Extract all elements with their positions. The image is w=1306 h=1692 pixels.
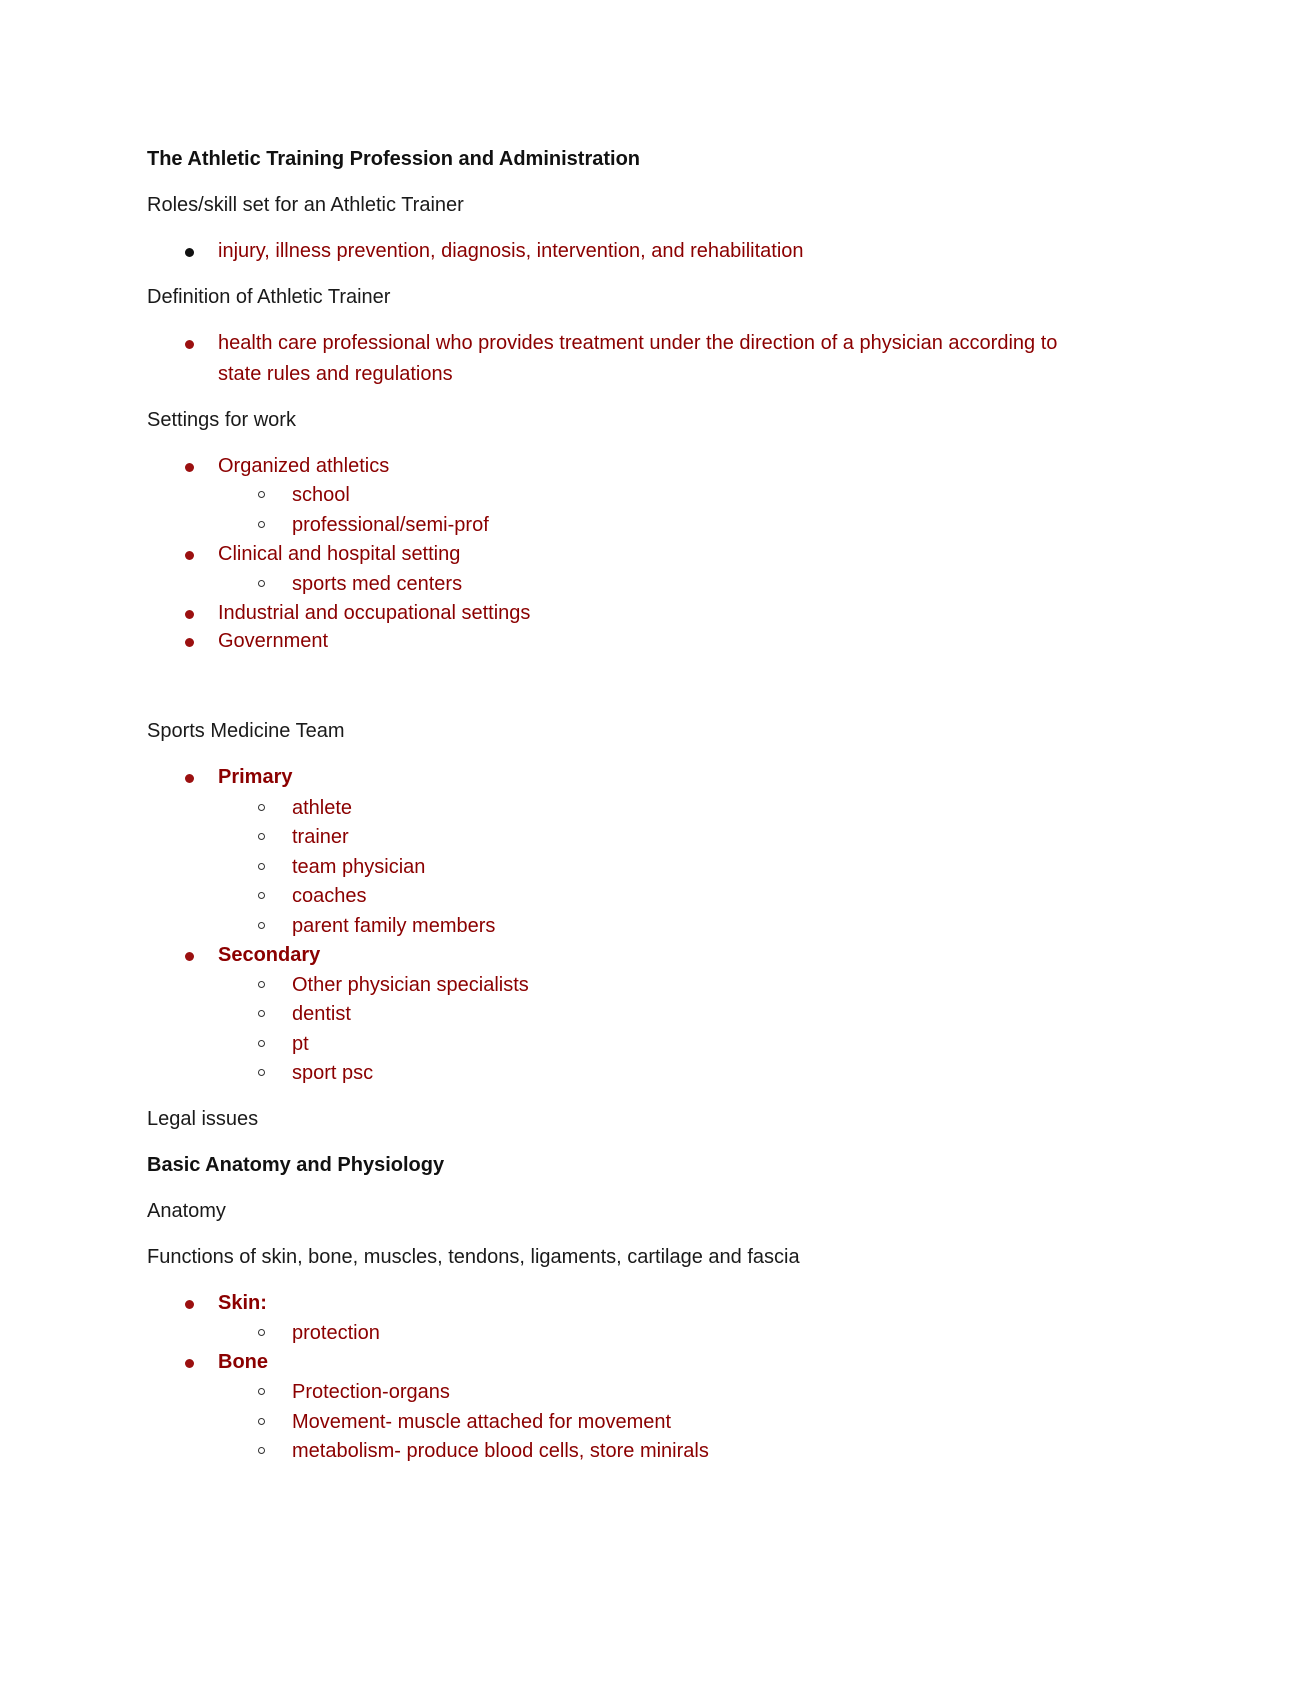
bullet-icon [185, 340, 194, 349]
team-primary-sub: athlete [292, 797, 353, 819]
anatomy-bone-sub: metabolism- produce blood cells, store minirals [292, 1440, 709, 1462]
bullet-icon [185, 1359, 194, 1368]
sub-bullet-icon [258, 1069, 265, 1076]
sub-bullet-icon [258, 1447, 265, 1454]
anatomy-bone-sub: Movement- muscle attached for movement [292, 1411, 672, 1433]
settings-organized: Organized athletics [218, 455, 390, 477]
functions-label: Functions of skin, bone, muscles, tendons, ligaments, cartilage and fascia [147, 1246, 800, 1268]
definition-text-line1: health care professional who provides treatment under the direction of a physician according to [218, 332, 1058, 354]
team-label: Sports Medicine Team [147, 720, 345, 742]
bullet-icon [185, 551, 194, 560]
definition-label: Definition of Athletic Trainer [147, 286, 391, 308]
roles-label: Roles/skill set for an Athletic Trainer [147, 194, 464, 216]
section-heading-anatomy: Basic Anatomy and Physiology [147, 1154, 445, 1176]
sub-bullet-icon [258, 521, 265, 528]
sub-bullet-icon [258, 1329, 265, 1336]
team-secondary-sub: sport psc [292, 1062, 374, 1084]
sub-bullet-icon [258, 863, 265, 870]
bullet-icon [185, 610, 194, 619]
sub-bullet-icon [258, 1418, 265, 1425]
settings-organized-sub: professional/semi-prof [292, 514, 489, 536]
anatomy-label: Anatomy [147, 1200, 226, 1222]
sub-bullet-icon [258, 833, 265, 840]
sub-bullet-icon [258, 580, 265, 587]
settings-government: Government [218, 630, 329, 652]
settings-clinical-sub: sports med centers [292, 573, 463, 595]
team-secondary-sub: Other physician specialists [292, 974, 529, 996]
sub-bullet-icon [258, 1040, 265, 1047]
team-primary-sub: team physician [292, 856, 426, 878]
anatomy-skin: Skin: [218, 1292, 267, 1314]
settings-organized-sub: school [292, 484, 350, 506]
sub-bullet-icon [258, 1388, 265, 1395]
team-primary: Primary [218, 766, 293, 788]
sub-bullet-icon [258, 981, 265, 988]
team-secondary-sub: pt [292, 1033, 309, 1055]
sub-bullet-icon [258, 922, 265, 929]
settings-clinical: Clinical and hospital setting [218, 543, 461, 565]
bullet-icon [185, 463, 194, 472]
bullet-icon [185, 248, 194, 257]
anatomy-bone-sub: Protection-organs [292, 1381, 450, 1403]
anatomy-bone: Bone [218, 1351, 268, 1373]
team-secondary-sub: dentist [292, 1003, 351, 1025]
bullet-icon [185, 952, 194, 961]
bullet-icon [185, 1300, 194, 1309]
team-primary-sub: trainer [292, 826, 349, 848]
sub-bullet-icon [258, 1010, 265, 1017]
settings-label: Settings for work [147, 409, 296, 431]
anatomy-skin-sub: protection [292, 1322, 380, 1344]
section-heading-athletic-training: The Athletic Training Profession and Administration [147, 148, 641, 170]
team-secondary: Secondary [218, 944, 321, 966]
bullet-icon [185, 638, 194, 647]
sub-bullet-icon [258, 892, 265, 899]
settings-industrial: Industrial and occupational settings [218, 602, 531, 624]
team-primary-sub: coaches [292, 885, 367, 907]
bullet-icon [185, 774, 194, 783]
sub-bullet-icon [258, 491, 265, 498]
team-primary-sub: parent family members [292, 915, 496, 937]
sub-bullet-icon [258, 804, 265, 811]
definition-text-line2: state rules and regulations [218, 363, 453, 385]
legal-label: Legal issues [147, 1108, 259, 1130]
roles-item: injury, illness prevention, diagnosis, intervention, and rehabilitation [218, 240, 804, 262]
